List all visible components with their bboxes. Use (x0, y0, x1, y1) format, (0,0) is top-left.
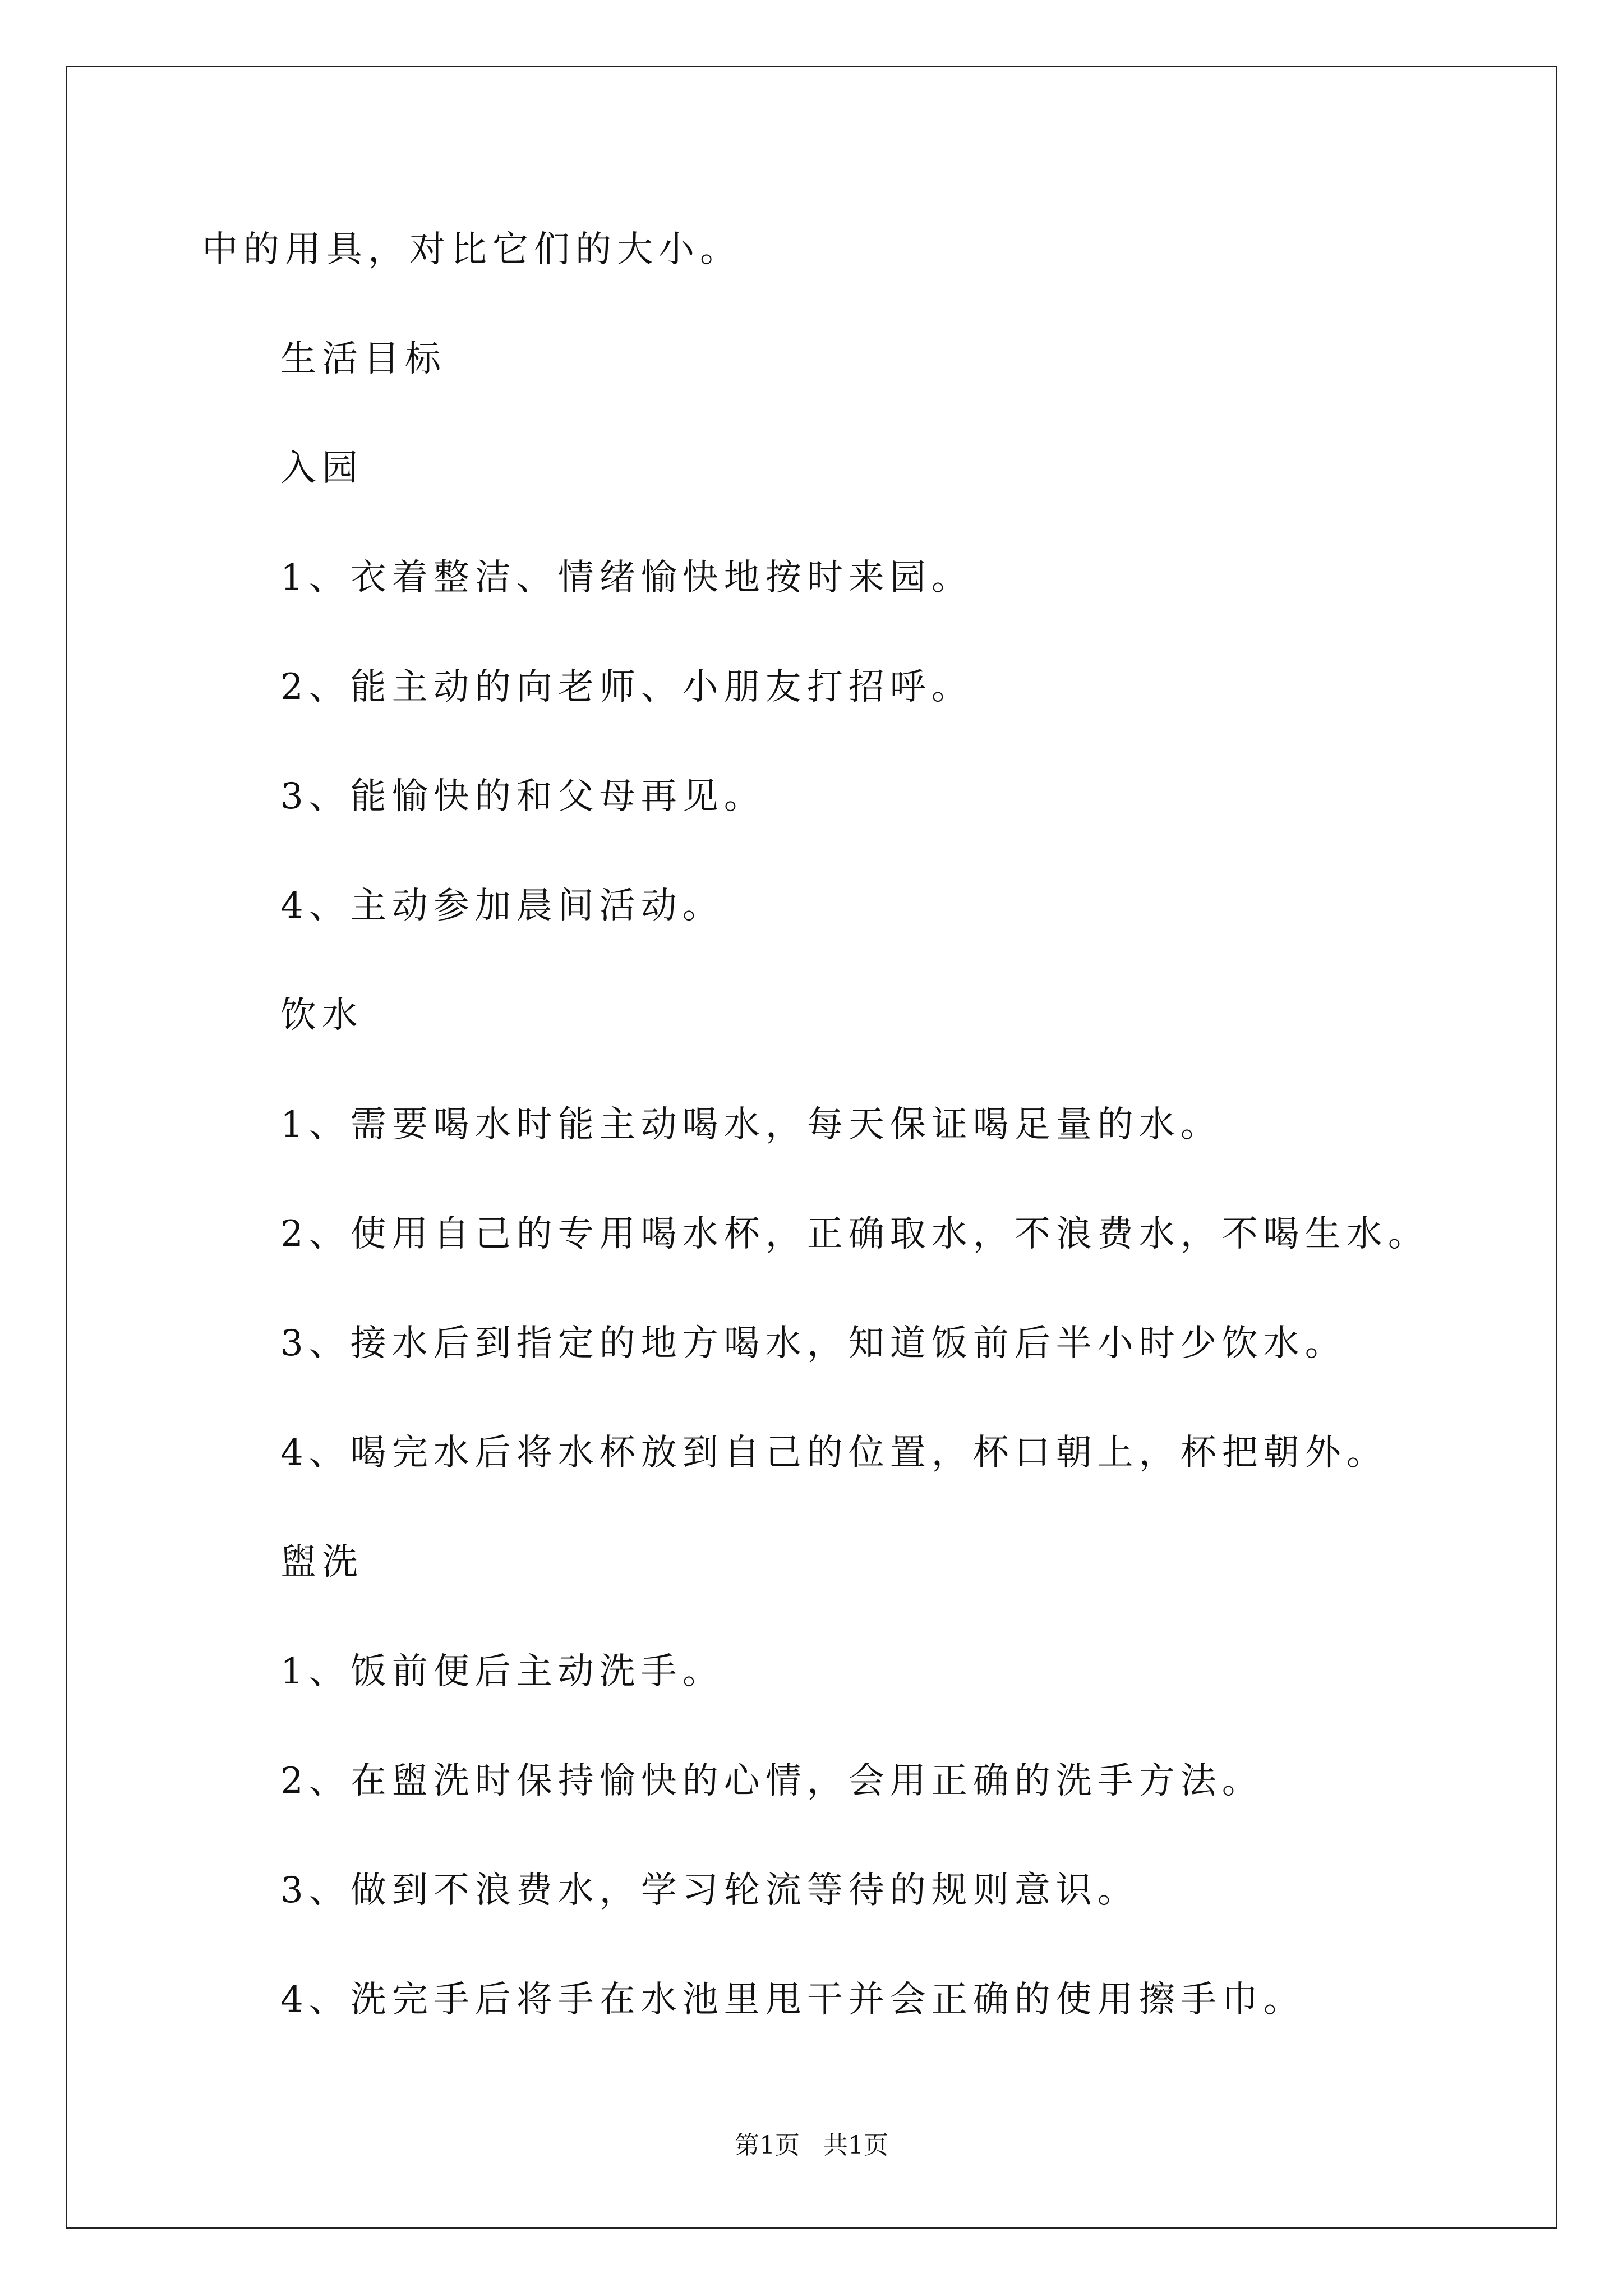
list-item: 4、洗完手后将手在水池里甩干并会正确的使用擦手巾。 (280, 1979, 1305, 2021)
list-item: 2、在盥洗时保持愉快的心情，会用正确的洗手方法。 (280, 1760, 1264, 1802)
subheading-drinking-water: 饮水 (280, 995, 363, 1036)
paragraph-continuation: 中的用具，对比它们的大小。 (202, 229, 741, 270)
list-item: 3、做到不浪费水，学习轮流等待的规则意识。 (280, 1870, 1139, 1911)
list-item: 2、能主动的向老师、小朋友打招呼。 (280, 666, 973, 708)
list-item: 1、需要喝水时能主动喝水，每天保证喝足量的水。 (280, 1104, 1222, 1145)
list-item: 4、主动参加晨间活动。 (280, 885, 724, 927)
list-item: 3、能愉快的和父母再见。 (280, 776, 766, 817)
subheading-arrival: 入园 (280, 448, 363, 489)
list-item: 1、衣着整洁、情绪愉快地按时来园。 (280, 557, 973, 599)
list-item: 1、饭前便后主动洗手。 (280, 1651, 724, 1692)
list-item: 2、使用自己的专用喝水杯，正确取水，不浪费水，不喝生水。 (280, 1213, 1430, 1255)
section-heading-life-goals: 生活目标 (280, 338, 446, 380)
list-item: 4、喝完水后将水杯放到自己的位置，杯口朝上，杯把朝外。 (280, 1432, 1388, 1474)
page-number-footer: 第1页 共1页 (735, 2131, 888, 2160)
subheading-washing: 盥洗 (280, 1542, 363, 1583)
list-item: 3、接水后到指定的地方喝水，知道饭前后半小时少饮水。 (280, 1323, 1347, 1364)
